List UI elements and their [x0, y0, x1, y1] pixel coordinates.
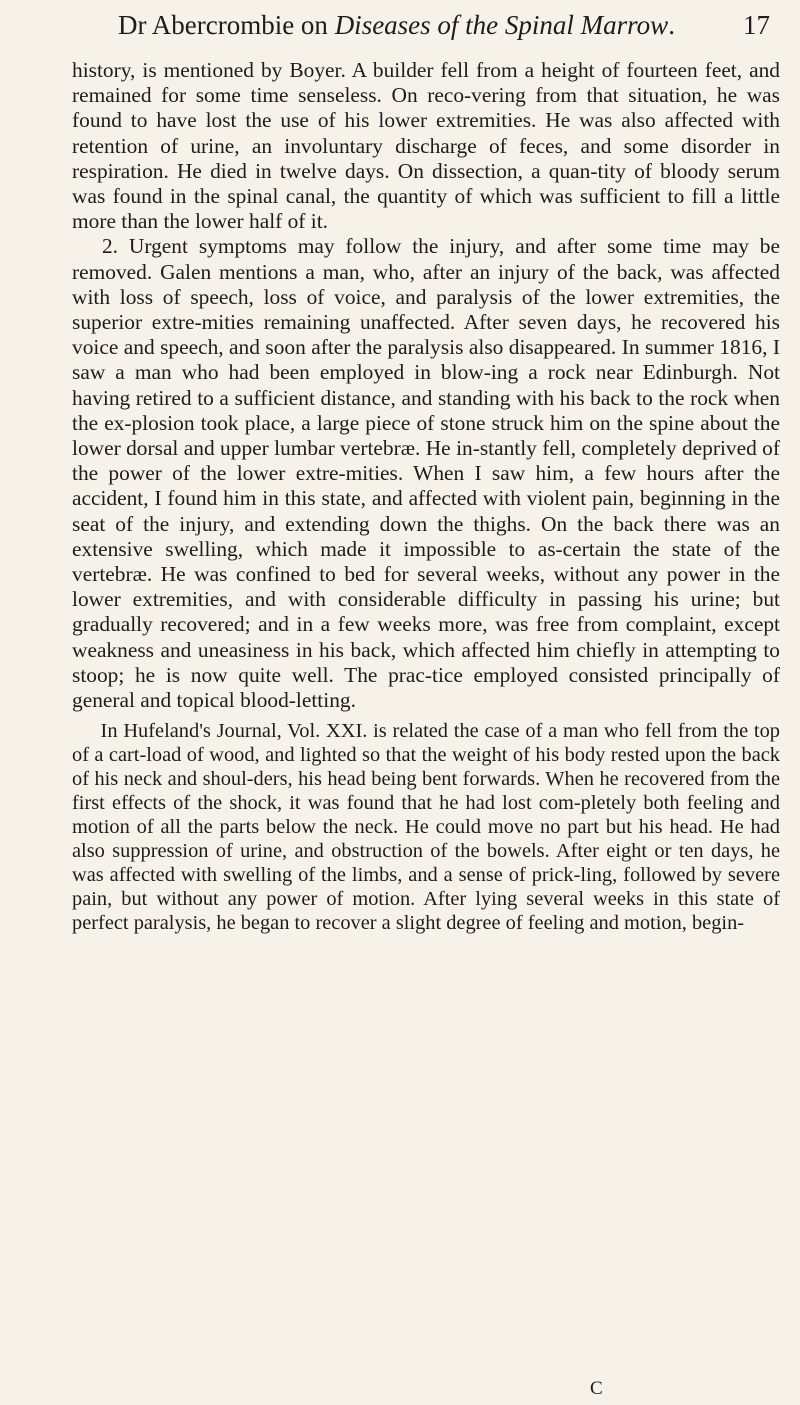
paragraph-continuation: history, is mentioned by Boyer. A builder fell from a height of fourteen feet, and remained for some time senseless. On reco-vering from that situation, he was found to have lost the use of his lower extremities. He was also affected with retention of urine, an involuntary discharge of feces, and some disorder in respiration. He died in twelve days. On dissection, a quan-tity of bloody serum was found in the spinal canal, the quantity of which was sufficient to fill a little more than the lower half of it.	[72, 58, 780, 234]
paragraph-urgent-symptoms: 2. Urgent symptoms may follow the injury, and after some time may be removed. Galen mentions a man, who, after an injury of the back, was affected with loss of speech, loss of voice, and paralysis of the lower extremities, the superior extre-mities remaining unaffected. After seven days, he recovered his voice and speech, and soon after the paralysis also disappeared. In summer 1816, I saw a man who had been employed in blow-ing a rock near Edinburgh. Not having retired to a sufficient distance, and standing with his back to the rock when the ex-plosion took place, a large piece of stone struck him on the spine about the lower dorsal and upper lumbar vertebræ. He in-stantly fell, completely deprived of the power of the lower extre-mities. When I saw him, a few hours after the accident, I found him in this state, and affected with violent pain, beginning in the seat of the injury, and extending down the thighs. On the back there was an extensive swelling, which made it impossible to as-certain the state of the vertebræ. He was confined to bed for several weeks, without any power in the lower extremities, and with considerable difficulty in passing his urine; but gradually recovered; and in a few weeks more, was free from complaint, except weakness and uneasiness in his back, which affected him chiefly in attempting to stoop; he is now quite well. The prac-tice employed consisted principally of general and topical blood-letting.	[72, 234, 780, 713]
running-head	[118, 10, 770, 41]
paragraph-hufeland-case: In Hufeland's Journal, Vol. XXI. is related the case of a man who fell from the top of a cart-load of wood, and lighted so that the weight of his body rested upon the back of his neck and shoul-ders, his head being bent forwards. When he recovered from the first effects of the shock, it was found that he had lost com-pletely both feeling and motion of all the parts below the neck. He could move no part but his head. He had also suppression of urine, and obstruction of the bowels. After eight or ten days, he was affected with swelling of the limbs, and a sense of prick-ling, followed by severe pain, but without any power of motion. After lying several weeks in this state of perfect paralysis, he began to recover a slight degree of feeling and motion, begin-	[72, 720, 780, 935]
running-title: Dr Abercrombie on Diseases of the Spinal Marrow.	[118, 10, 675, 40]
page-number: 17	[743, 10, 770, 40]
signature-mark: C	[590, 1378, 604, 1399]
body-text	[72, 58, 780, 935]
